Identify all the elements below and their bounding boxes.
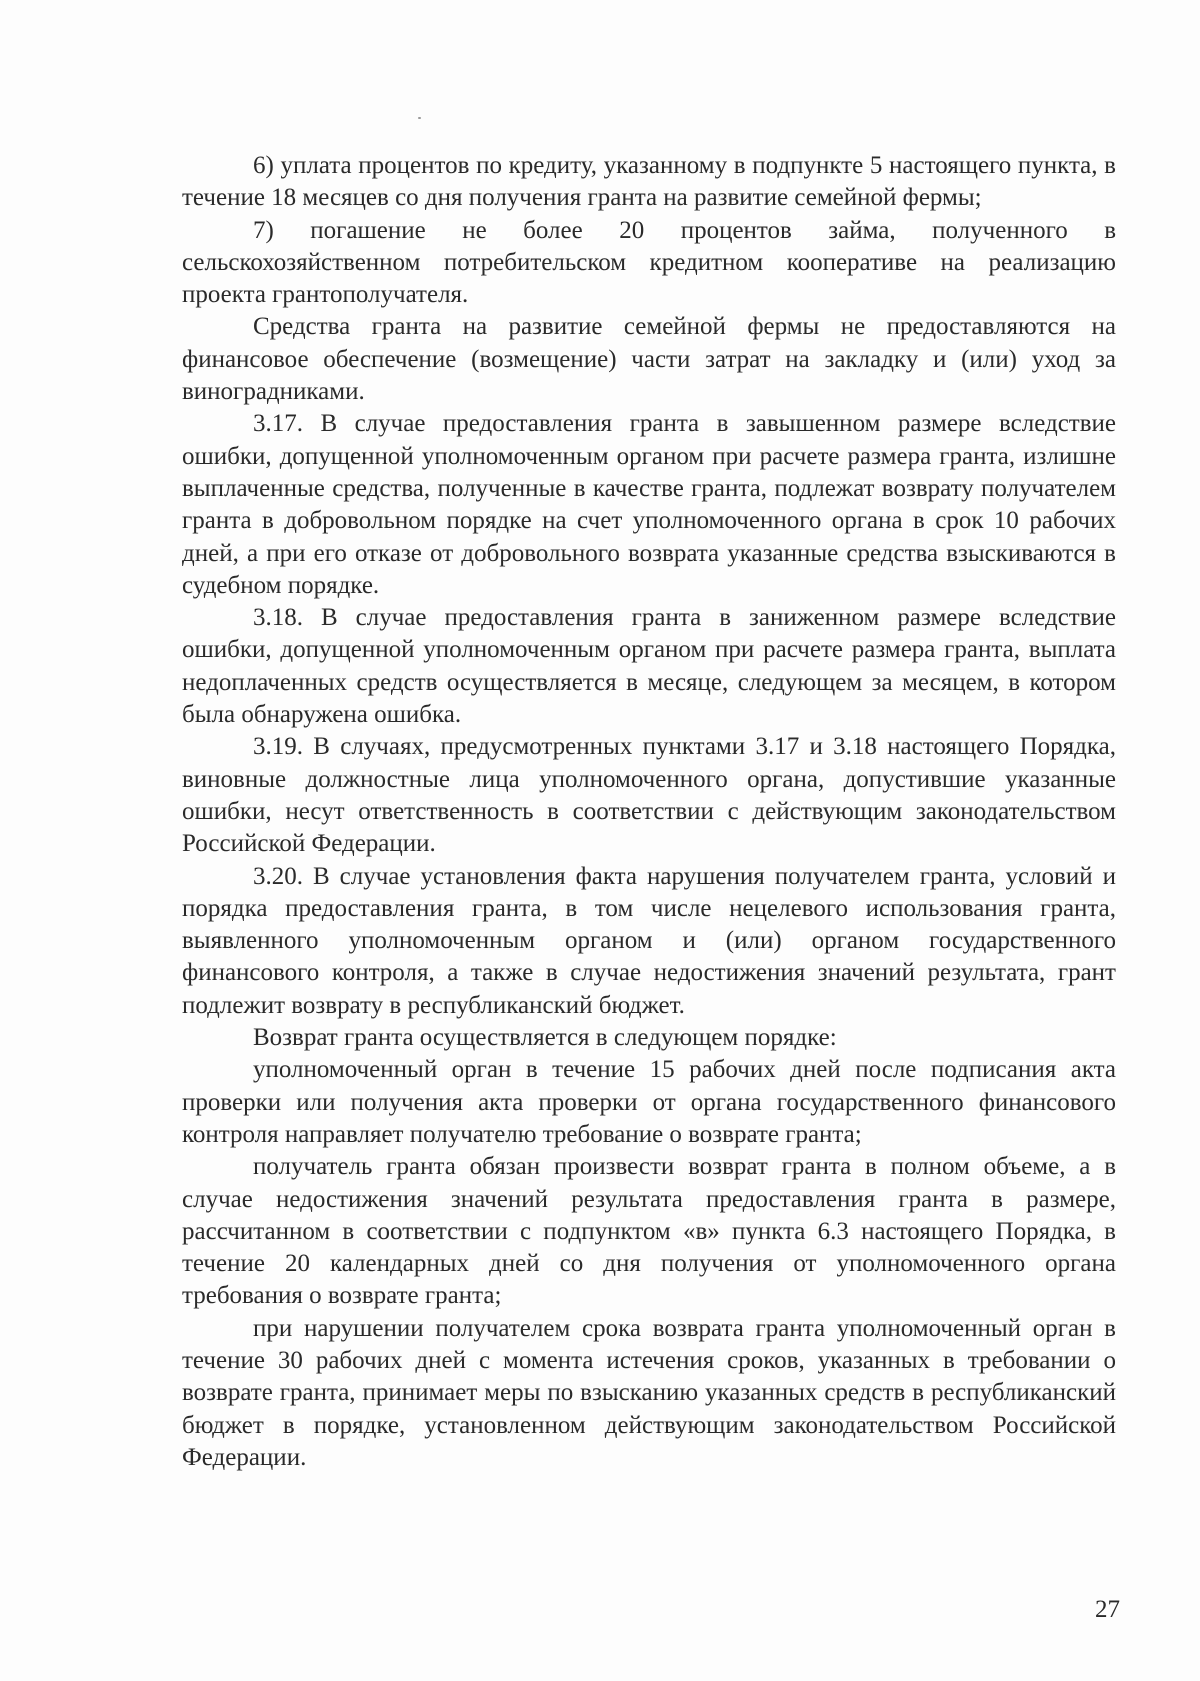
paragraph-vineyards-exclusion: Средства гранта на развитие семейной фермы не предоставляются на финансовое обеспечение (возмещение) части затрат на закладку и (или) уход за виноградниками. [182, 313, 1116, 406]
scan-speck [418, 117, 421, 119]
paragraph-item-7: 7) погашение не более 20 процентов займа, полученного в сельскохозяйственном потребительском кредитном кооперативе на реализацию проекта грантополучателя. [182, 216, 1116, 309]
paragraph-3-20: 3.20. В случае установления факта нарушения получателем гранта, условий и порядка предоставления гранта, в том числе нецелевого использования гранта, выявленного уполномоченным органом и (или) органом государственного финансового контроля, а также в случае недостижения значений результата, грант подлежит возврату в республиканский бюджет. [182, 862, 1116, 1019]
document-body [182, 150, 1116, 1474]
paragraph-return-procedure: Возврат гранта осуществляется в следующем порядке: [253, 1024, 837, 1052]
paragraph-3-18: 3.18. В случае предоставления гранта в заниженном размере вследствие ошибки, допущенной уполномоченным органом при расчете размера гранта, выплата недоплаченных средств осуществляется в месяце, следующем за месяцем, в котором была обнаружена ошибка. [182, 604, 1116, 729]
paragraph-return-step-1: уполномоченный орган в течение 15 рабочих дней после подписания акта проверки или получения акта проверки от органа государственного финансового контроля направляет получателю требование о возврате гранта; [182, 1056, 1116, 1148]
paragraph-3-17: 3.17. В случае предоставления гранта в завышенном размере вследствие ошибки, допущенной уполномоченным органом при расчете размера гранта, излишне выплаченные средства, полученные в качестве гранта, подлежат возврату получателем гранта в добровольном порядке на счет уполномоченного органа в срок 10 рабочих дней, а при его отказе от добровольного возврата указанные средства взыскиваются в судебном порядке. [182, 410, 1116, 599]
page-number: 27 [1095, 1596, 1120, 1623]
paragraph-3-19: 3.19. В случаях, предусмотренных пунктами 3.17 и 3.18 настоящего Порядка, виновные должностные лица уполномоченного органа, допустившие указанные ошибки, несут ответственность в соответствии с действующим законодательством Российской Федерации. [182, 733, 1116, 858]
paragraph-item-6: 6) уплата процентов по кредиту, указанному в подпункте 5 настоящего пункта, в течение 18 месяцев со дня получения гранта на развитие семейной фермы; [182, 152, 1116, 212]
paragraph-return-step-3: при нарушении получателем срока возврата гранта уполномоченный орган в течение 30 рабочих дней с момента истечения сроков, указанных в требовании о возврате гранта, принимает меры по взысканию указанных средств в республиканский бюджет в порядке, установленном действующим законодательством Российской Федерации. [182, 1314, 1116, 1471]
paragraph-return-step-2: получатель гранта обязан произвести возврат гранта в полном объеме, а в случае недостижения значений результата предоставления гранта в размере, рассчитанном в соответствии с подпунктом «в» пункта 6.3 настоящего Порядка, в течение 20 календарных дней со дня получения от уполномоченного органа требования о возврате гранта; [182, 1153, 1116, 1310]
